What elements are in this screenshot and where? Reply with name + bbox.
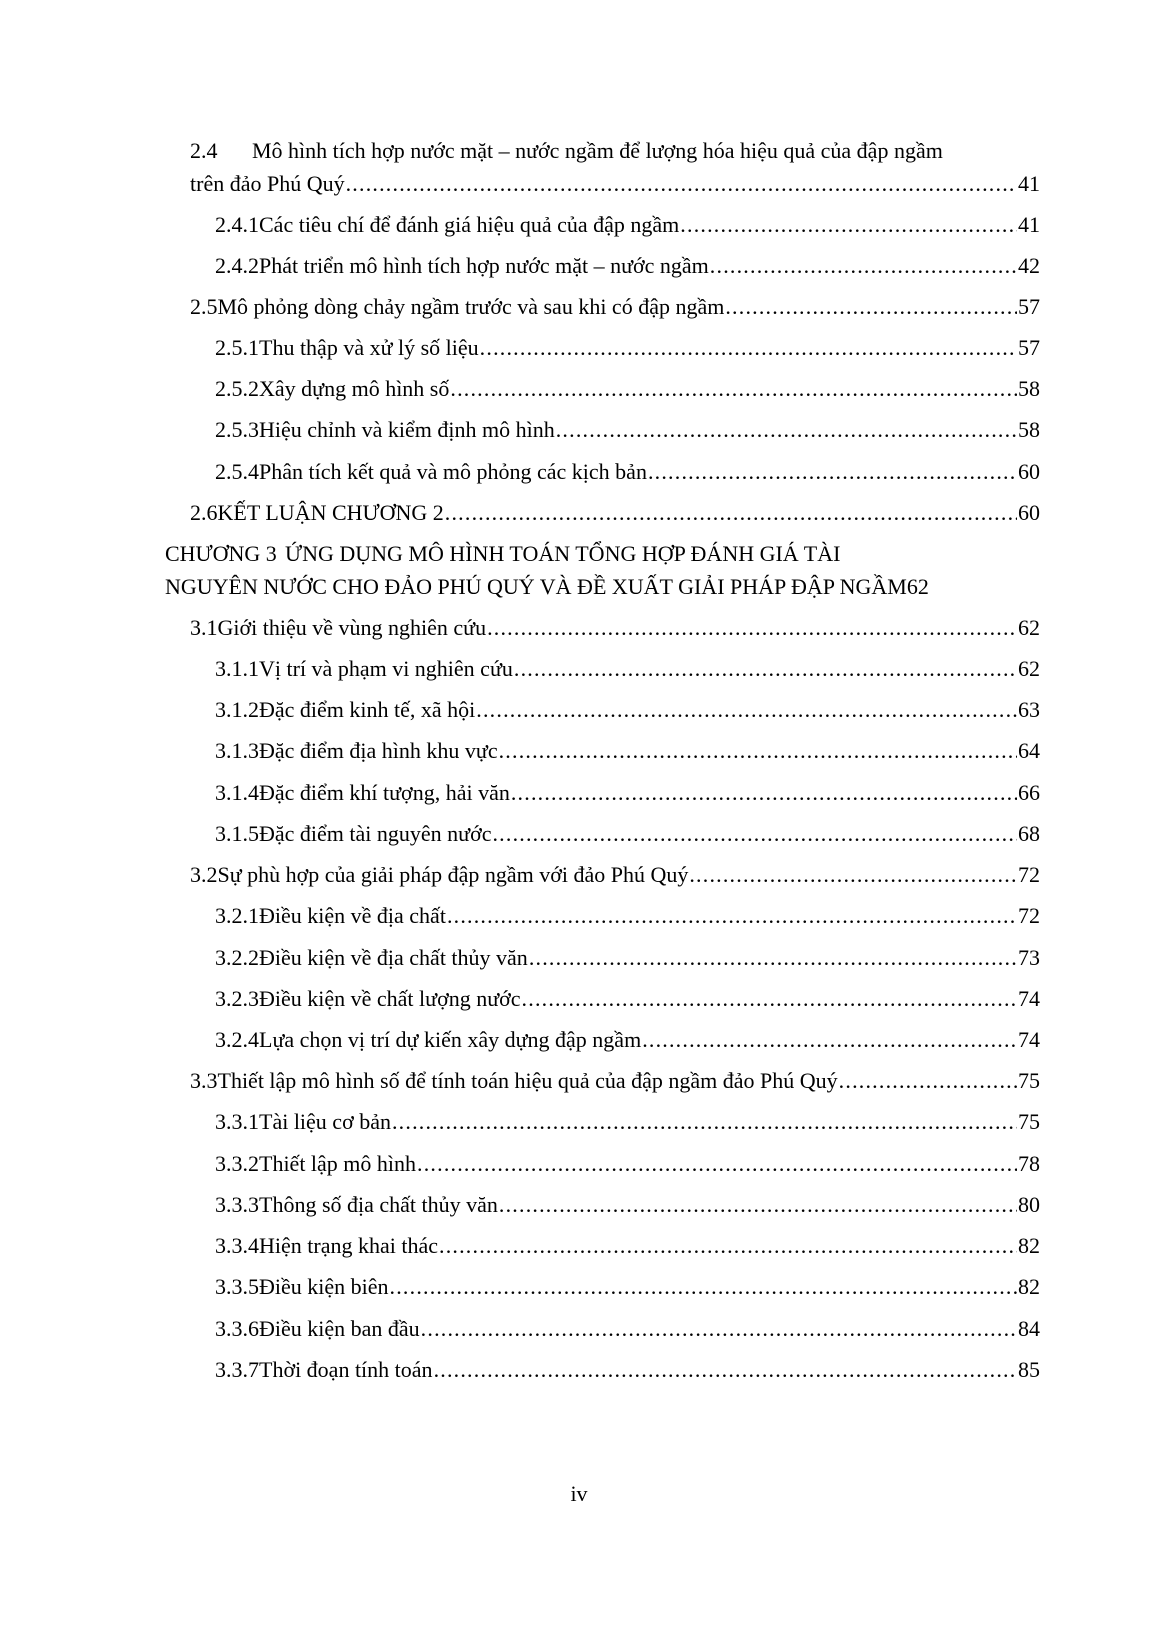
toc-title: Phân tích kết quả và mô phỏng các kịch bản bbox=[259, 459, 647, 484]
toc-leader-dots bbox=[710, 252, 1017, 280]
toc-page: 72 bbox=[1018, 862, 1040, 887]
toc-number: 3.3 bbox=[190, 1068, 218, 1093]
toc-title: Đặc điểm kinh tế, xã hội bbox=[259, 697, 476, 722]
toc-title: Thu thập và xử lý số liệu bbox=[259, 335, 479, 360]
toc-entry-3-1-1[interactable] bbox=[215, 655, 1040, 683]
toc-title: Phát triển mô hình tích hợp nước mặt – nước ngầm bbox=[259, 253, 709, 278]
toc-title: Hiệu chỉnh và kiểm định mô hình bbox=[259, 417, 555, 442]
toc-title: Điều kiện về địa chất thủy văn bbox=[259, 945, 528, 970]
toc-title: Lựa chọn vị trí dự kiến xây dựng đập ngầm bbox=[259, 1027, 642, 1052]
toc-title: Điều kiện về địa chất bbox=[259, 903, 446, 928]
toc-entry-2-5-4[interactable] bbox=[215, 458, 1040, 486]
toc-title: Điều kiện ban đầu bbox=[259, 1316, 420, 1341]
toc-page: 66 bbox=[1018, 780, 1040, 805]
toc-title: Sự phù hợp của giải pháp đập ngầm với đảo Phú Quý bbox=[217, 862, 689, 887]
toc-leader-dots bbox=[346, 170, 1017, 198]
toc-leader-dots bbox=[392, 1108, 1017, 1136]
toc-number: 3.1.5 bbox=[215, 821, 259, 846]
toc-leader-dots bbox=[556, 416, 1017, 444]
toc-leader-dots bbox=[725, 293, 1017, 321]
toc-number: 2.4.2 bbox=[215, 253, 259, 278]
toc-page: 58 bbox=[1018, 417, 1040, 442]
toc-title: Giới thiệu về vùng nghiên cứu bbox=[217, 615, 487, 640]
toc-leader-dots bbox=[421, 1315, 1017, 1343]
toc-number: 2.5.3 bbox=[215, 417, 259, 442]
toc-title: Thời đoạn tính toán bbox=[259, 1357, 433, 1382]
toc-page: 72 bbox=[1018, 903, 1040, 928]
toc-leader-dots bbox=[492, 820, 1017, 848]
toc-page: 82 bbox=[1018, 1274, 1040, 1299]
toc-page: 58 bbox=[1018, 376, 1040, 401]
toc-page: 42 bbox=[1018, 253, 1040, 278]
toc-leader-dots bbox=[499, 1191, 1017, 1219]
toc-number: 3.3.3 bbox=[215, 1192, 259, 1217]
toc-leader-dots bbox=[689, 861, 1017, 889]
toc-page: 62 bbox=[1018, 615, 1040, 640]
toc-leader-dots bbox=[511, 779, 1017, 807]
toc-leader-dots bbox=[514, 655, 1017, 683]
toc-entry-2-6[interactable] bbox=[190, 499, 1040, 527]
toc-number: 2.6 bbox=[190, 500, 218, 525]
toc-leader-dots bbox=[642, 1026, 1017, 1054]
toc-entry-2-5[interactable] bbox=[190, 293, 1040, 321]
toc-page: 57 bbox=[1018, 335, 1040, 360]
toc-number: 3.2.2 bbox=[215, 945, 259, 970]
toc-number: 2.5.4 bbox=[215, 459, 259, 484]
toc-leader-dots bbox=[839, 1067, 1017, 1095]
toc-entry-3-2-3[interactable] bbox=[215, 985, 1040, 1013]
toc-chapter-title: ỨNG DỤNG MÔ HÌNH TOÁN TỔNG HỢP ĐÁNH GIÁ TÀI bbox=[285, 541, 841, 566]
toc-title: Tài liệu cơ bản bbox=[259, 1109, 391, 1134]
toc-entry-3-3-4[interactable] bbox=[215, 1232, 1040, 1260]
toc-title: Vị trí và phạm vi nghiên cứu bbox=[259, 656, 513, 681]
toc-number: 3.3.5 bbox=[215, 1274, 259, 1299]
toc-page: 41 bbox=[1018, 212, 1040, 237]
toc-entry-3-3-5[interactable] bbox=[215, 1273, 1040, 1301]
toc-page: 82 bbox=[1018, 1233, 1040, 1258]
toc-number: 3.3.1 bbox=[215, 1109, 259, 1134]
toc-entry-chapter-3[interactable] bbox=[165, 540, 840, 568]
toc-leader-dots bbox=[499, 737, 1017, 765]
toc-number: 2.5 bbox=[190, 294, 218, 319]
toc-page: 75 bbox=[1018, 1068, 1040, 1093]
toc-entry-2-4-2[interactable] bbox=[215, 252, 1040, 280]
toc-leader-dots bbox=[445, 499, 1017, 527]
toc-entry-3-1[interactable] bbox=[190, 614, 1040, 642]
toc-number: 3.2.4 bbox=[215, 1027, 259, 1052]
toc-number: 2.4.1 bbox=[215, 212, 259, 237]
toc-entry-3-2[interactable] bbox=[190, 861, 1040, 889]
toc-title: Đặc điểm địa hình khu vực bbox=[259, 738, 498, 763]
toc-leader-dots bbox=[434, 1356, 1017, 1384]
toc-page: 64 bbox=[1018, 738, 1040, 763]
toc-entry-2-5-3[interactable] bbox=[215, 416, 1040, 444]
toc-leader-dots bbox=[522, 985, 1017, 1013]
toc-leader-dots bbox=[476, 696, 1017, 724]
toc-number: 2.5.1 bbox=[215, 335, 259, 360]
toc-number: 2.5.2 bbox=[215, 376, 259, 401]
toc-entry-2-5-1[interactable] bbox=[215, 334, 1040, 362]
toc-title: Đặc điểm tài nguyên nước bbox=[259, 821, 492, 846]
toc-title: Mô phỏng dòng chảy ngầm trước và sau khi có đập ngầm bbox=[217, 294, 725, 319]
toc-page: 84 bbox=[1018, 1316, 1040, 1341]
toc-title: Điều kiện về chất lượng nước bbox=[259, 986, 521, 1011]
toc-number: 3.1.4 bbox=[215, 780, 259, 805]
toc-number: 3.2.1 bbox=[215, 903, 259, 928]
toc-page: 73 bbox=[1018, 945, 1040, 970]
toc-entry-3-3[interactable] bbox=[190, 1067, 1040, 1095]
toc-page: 78 bbox=[1018, 1151, 1040, 1176]
toc-page: 60 bbox=[1018, 500, 1040, 525]
toc-page: 41 bbox=[1018, 171, 1040, 196]
toc-number: 3.3.6 bbox=[215, 1316, 259, 1341]
toc-page: 62 bbox=[1018, 656, 1040, 681]
toc-number: 3.1 bbox=[190, 615, 218, 640]
toc-chapter-title-continued: NGUYÊN NƯỚC CHO ĐẢO PHÚ QUÝ VÀ ĐỀ XUẤT GIẢI PHÁP ĐẬP NGẦM bbox=[165, 574, 907, 599]
toc-entry-3-3-7[interactable] bbox=[215, 1356, 1040, 1384]
toc-leader-dots bbox=[648, 458, 1017, 486]
toc-page: 74 bbox=[1018, 1027, 1040, 1052]
toc-page: 62 bbox=[906, 574, 929, 599]
toc-number: 3.1.1 bbox=[215, 656, 259, 681]
toc-entry-3-1-3[interactable] bbox=[215, 737, 1040, 765]
toc-number: 3.3.2 bbox=[215, 1151, 259, 1176]
toc-leader-dots bbox=[480, 334, 1017, 362]
toc-entry-2-4[interactable] bbox=[190, 137, 1040, 165]
toc-entry-3-2-2[interactable] bbox=[215, 944, 1040, 972]
toc-entry-3-1-2[interactable] bbox=[215, 696, 1040, 724]
toc-title: Xây dựng mô hình số bbox=[259, 376, 450, 401]
toc-entry-3-1-5[interactable] bbox=[215, 820, 1040, 848]
toc-number: 3.2 bbox=[190, 862, 218, 887]
toc-chapter-number: CHƯƠNG 3 bbox=[165, 541, 277, 566]
toc-title: Hiện trạng khai thác bbox=[259, 1233, 438, 1258]
toc-title-continued: trên đảo Phú Quý bbox=[190, 171, 345, 196]
toc-leader-dots bbox=[450, 375, 1017, 403]
toc-title: Mô hình tích hợp nước mặt – nước ngầm để lượng hóa hiệu quả của đập ngầm bbox=[252, 138, 943, 163]
toc-entry-3-2-4[interactable] bbox=[215, 1026, 1040, 1054]
toc-number: 3.1.3 bbox=[215, 738, 259, 763]
toc-page: 75 bbox=[1018, 1109, 1040, 1134]
toc-title: Thông số địa chất thủy văn bbox=[259, 1192, 498, 1217]
toc-entry-2-5-2[interactable] bbox=[215, 375, 1040, 403]
toc-number: 3.3.7 bbox=[215, 1357, 259, 1382]
toc-title: Đặc điểm khí tượng, hải văn bbox=[259, 780, 510, 805]
toc-page: 63 bbox=[1018, 697, 1040, 722]
toc-title: Thiết lập mô hình số để tính toán hiệu quả của đập ngầm đảo Phú Quý bbox=[217, 1068, 838, 1093]
toc-title: Các tiêu chí để đánh giá hiệu quả của đập ngầm bbox=[259, 212, 680, 237]
toc-page: 85 bbox=[1018, 1357, 1040, 1382]
toc-page: 60 bbox=[1018, 459, 1040, 484]
toc-title: Điều kiện biên bbox=[259, 1274, 389, 1299]
toc-leader-dots bbox=[390, 1273, 1017, 1301]
toc-number: 2.4 bbox=[190, 138, 218, 163]
toc-page: 74 bbox=[1018, 986, 1040, 1011]
toc-page: 80 bbox=[1018, 1192, 1040, 1217]
toc-leader-dots bbox=[417, 1150, 1017, 1178]
toc-entry-3-3-1[interactable] bbox=[215, 1108, 1040, 1136]
toc-page: 57 bbox=[1018, 294, 1040, 319]
toc-leader-dots bbox=[439, 1232, 1017, 1260]
toc-entry-3-3-3[interactable] bbox=[215, 1191, 1040, 1219]
toc-leader-dots bbox=[529, 944, 1017, 972]
toc-number: 3.1.2 bbox=[215, 697, 259, 722]
toc-number: 3.2.3 bbox=[215, 986, 259, 1011]
toc-leader-dots bbox=[447, 902, 1017, 930]
toc-entry-3-3-2[interactable] bbox=[215, 1150, 1040, 1178]
toc-entry-2-4-continued[interactable] bbox=[190, 170, 1040, 198]
toc-page: 68 bbox=[1018, 821, 1040, 846]
toc-entry-3-3-6[interactable] bbox=[215, 1315, 1040, 1343]
toc-entry-chapter-3-continued[interactable] bbox=[165, 573, 929, 601]
toc-title: Thiết lập mô hình bbox=[259, 1151, 417, 1176]
toc-entry-2-4-1[interactable] bbox=[215, 211, 1040, 239]
toc-number: 3.3.4 bbox=[215, 1233, 259, 1258]
page-number: iv bbox=[570, 1481, 588, 1506]
toc-leader-dots bbox=[487, 614, 1017, 642]
toc-entry-3-1-4[interactable] bbox=[215, 779, 1040, 807]
toc-entry-3-2-1[interactable] bbox=[215, 902, 1040, 930]
toc-leader-dots bbox=[680, 211, 1017, 239]
toc-title: KẾT LUẬN CHƯƠNG 2 bbox=[217, 500, 444, 525]
